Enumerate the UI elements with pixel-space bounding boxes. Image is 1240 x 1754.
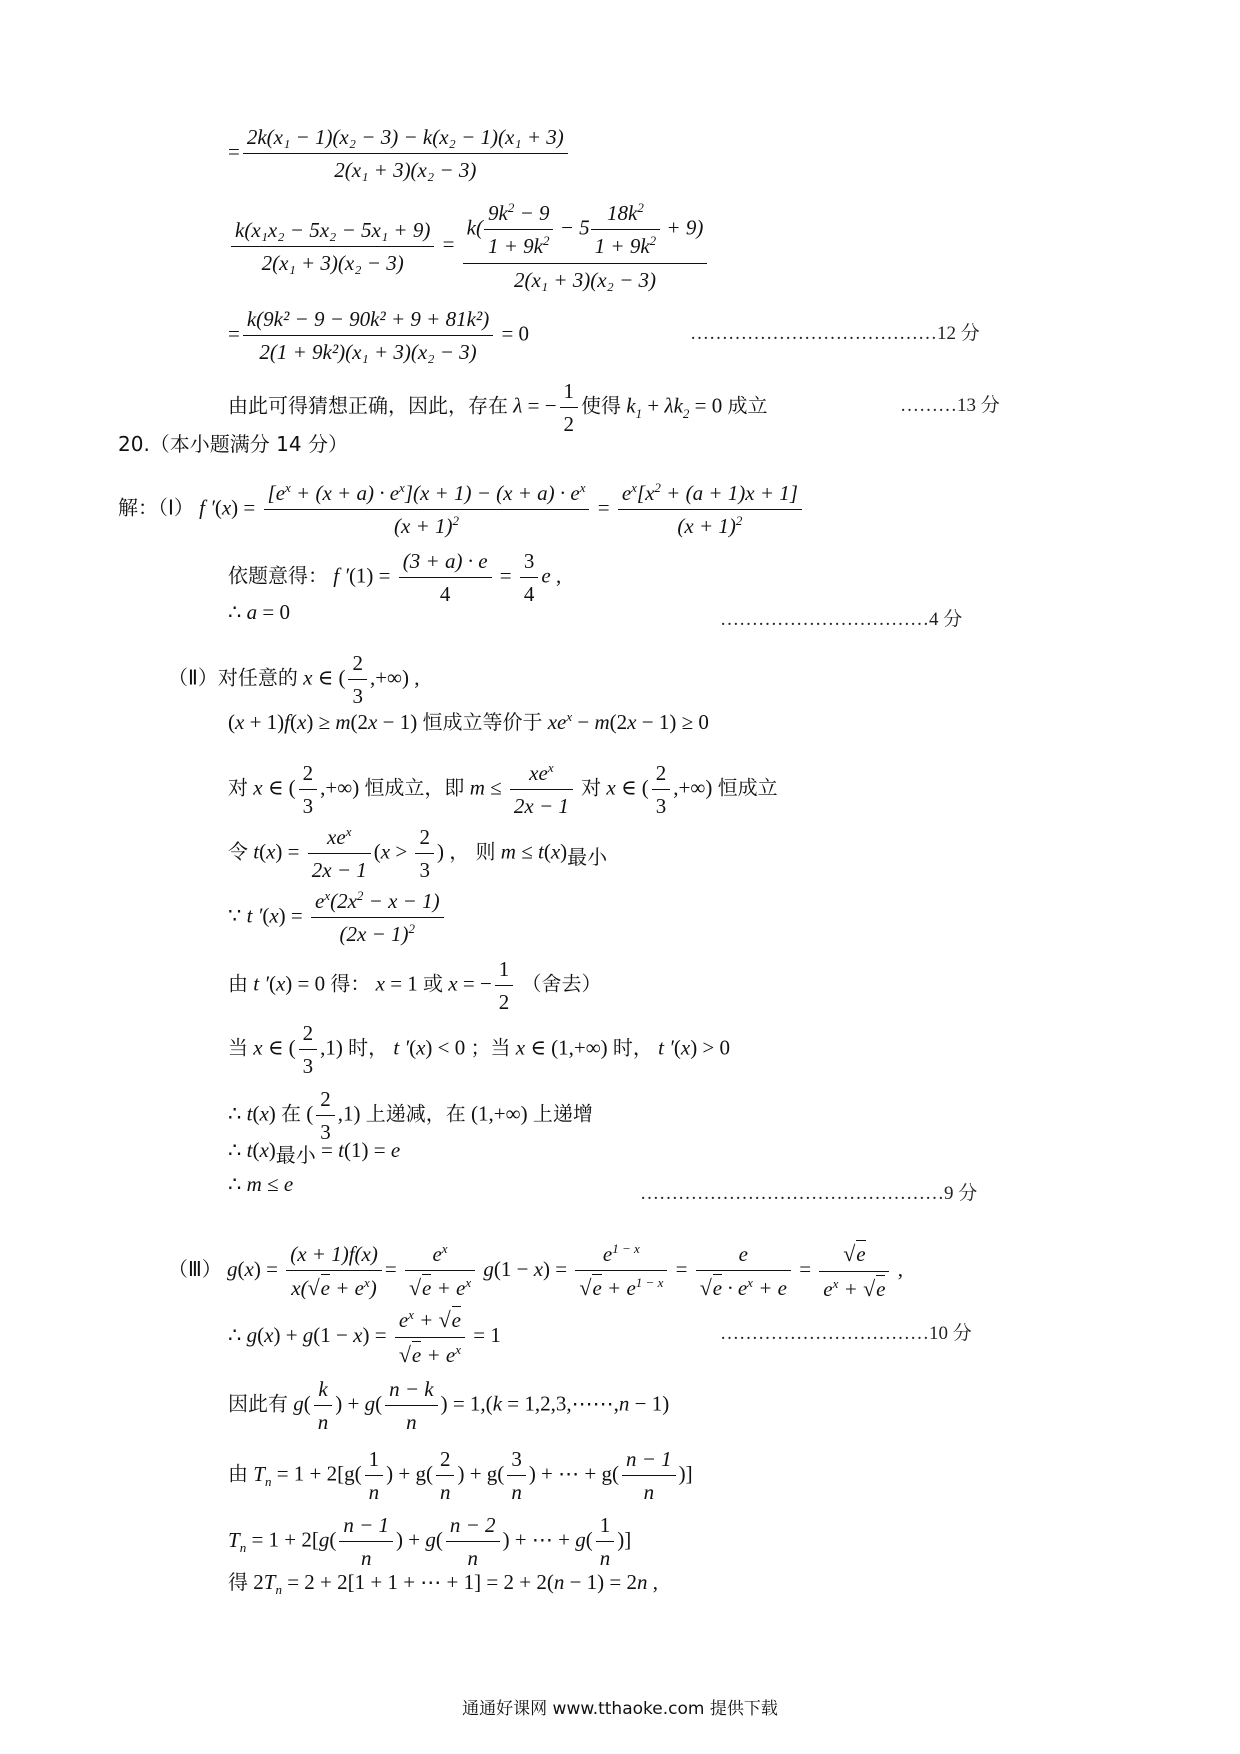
question-20-title: 20.（本小题满分 14 分）	[118, 432, 348, 456]
part-2-result: ∴ m ≤ e	[228, 1172, 294, 1196]
part-1-condition: 依题意得： f ′(1) = $\frac{(3 + a) \cdot e}{4}$ = $\frac{3}{4}$ e ,	[228, 549, 562, 607]
equiv-text: 恒成立等价于	[422, 710, 543, 734]
part-2-intro: （Ⅱ）对任意的 x ∈ ( $\frac{2}{3}$ ,+∞) ,	[168, 651, 420, 709]
score-4: ……………………………4 分	[720, 609, 963, 630]
part-1-result: ∴ a = 0	[228, 600, 290, 624]
part-3-tn-forward: 由 $T_n = 1 + 2[g$( $\frac{1}{n}$ ) + g( $\frac{2}{n}$ ) + g( $\frac{3}{n}$ ) + ⋯ + g( $\frac{n - 1}{n}$ )]	[228, 1447, 693, 1505]
dijian-text: 上递减，在	[365, 1101, 466, 1126]
eq-line-3: = $\frac{\text{k(9k² − 9 − 90k² + 9 + 81k²)}}{\text{2(1 + 9k²)(x₁ + 3)(x₂ − 3)}}$ = 0	[228, 307, 530, 365]
dui-text-1: 对	[228, 775, 248, 800]
part-2-equivalence: (x + 1)f(x) ≥ m(2x − 1) 恒成立等价于 $xe^x - m(2x - 1) \ge 0$	[228, 709, 709, 734]
part-3-tn-reverse: $T_n = 1 + 2[g$( $\frac{n - 1}{n}$ ) + g( $\frac{n - 2}{n}$ ) + ⋯ + g( $\frac{1}{n}$ )]	[228, 1513, 632, 1571]
part-2-critical-points: 由 t ′(x) = 0 得： x = 1 或 x = − $\frac{1}{2}$ （舍去）	[228, 957, 602, 1015]
eq-line-1: = $\frac{\text{2k(x₁ − 1)(x₂ − 3) − k(x₂ − 1)(x₁ + 3)}}{\text{2(x₁ + 3)(x₂ − 3)}}$	[228, 124, 571, 184]
eq2-left-num: k(x₁x₂ − 5x₂ − 5x₁ + 9)	[231, 217, 434, 247]
solution-label: 解：（Ⅰ）	[118, 495, 194, 520]
eq2-right-den: 2(x₁ + 3)(x₂ − 3)	[513, 267, 657, 292]
conclusion-text-c: 成立	[727, 393, 768, 418]
eq3-numerator: k(9k² − 9 − 90k² + 9 + 81k²)	[243, 306, 493, 336]
de-text-2: 得	[228, 1570, 248, 1594]
eq-line-2: $\frac{\text{k(x₁x₂ − 5x₂ − 5x₁ + 9)}}{\text{2(x₁ + 3)(x₂ − 3)}}$ = k( $\frac{9k^2 - 9}{1 + 9k^2}$ − 5 $\frac{18k^2}{1 + 9k^2}$ + 9) 2(x₁ + 3)(x₂ − 3)	[228, 200, 710, 293]
yiti-label: 依题意得：	[228, 563, 328, 588]
ze-text: ， 则	[449, 839, 496, 864]
part-2-label: （Ⅱ）对任意的	[168, 665, 298, 690]
min-subscript-2: 最小	[275, 1143, 316, 1168]
score-9: …………………………………………9 分	[640, 1183, 978, 1204]
eq1-numerator: 2k(x₁ − 1)(x₂ − 3) − k(x₂ − 1)(x₁ + 3)	[243, 124, 568, 154]
eq3-denominator: 2(1 + 9k²)(x₁ + 3)(x₂ − 3)	[259, 340, 477, 365]
part-3-g-definition: （Ⅲ） g(x) = $\frac{(x + 1)f(x)}{x(√e + e^x)}$ = $\frac{e^x}{√e + e^x}$ g(1 − x) = $\frac{e^{1 - x}}{√e + e^{1 - x}}$ = $\frac{e}{√e \cdot e^x + e}$ = $\frac{√e}{e^x + √e}$ ,	[168, 1240, 903, 1301]
score-12: …………………………………12 分	[690, 323, 980, 344]
zai-text: 在	[281, 1101, 302, 1126]
part-3-tn-sum: 得 $2T_n = 2 + 2[1 + 1$ + ⋯ + 1] = 2 + 2(n − 1) = 2n ,	[228, 1570, 659, 1598]
dang-text-1: 当	[228, 1035, 248, 1060]
you-text: 由	[228, 971, 248, 996]
conclusion-text-b: 使得	[581, 393, 622, 418]
dang-text-2: ；当	[470, 1035, 511, 1060]
part-3-pair-identity: 因此有 g( $\frac{k}{n}$ ) + g( $\frac{n - k}{n}$ ) = 1,(k = 1,2,3,⋯⋯,n − 1)	[228, 1377, 670, 1435]
ling-text: 令	[228, 839, 248, 864]
score-13: ………13 分	[900, 395, 1000, 416]
part-2-define-t: 令 t(x) = $\frac{xe^x}{2x - 1}$ (x > $\frac{2}{3}$ ) ， 则 $m \le t(x)_{最小}$	[228, 824, 608, 883]
de-text: 得：	[330, 971, 371, 996]
part-3-sum-identity: ∴ g(x) + g(1 − x) = $\frac{e^x + √e}{√e + e^x}$ = 1	[228, 1307, 501, 1367]
shequ-text: （舍去）	[521, 971, 602, 996]
part-2-inequality: 对 x ∈ ( $\frac{2}{3}$ ,+∞) 恒成立，即 m ≤ $\frac{xe^x}{2x - 1}$ 对 x ∈ ( $\frac{2}{3}$ ,+∞) 恒成立	[228, 760, 778, 819]
dizeng-text: 上递增	[532, 1101, 593, 1126]
huo-text: 或	[423, 971, 444, 996]
part-2-minimum: ∴ $t(x)_{最小} = t(1) = e$	[228, 1138, 401, 1168]
yinci-text: 因此有	[228, 1391, 288, 1416]
dui-text-2: 对	[581, 775, 602, 800]
heng-text-1: 恒成立，即	[364, 775, 465, 800]
part-2-sign-analysis: 当 x ∈ ( $\frac{2}{3}$ ,1) 时， t ′(x) < 0 ；当 x ∈ (1,+∞) 时， t ′(x) > 0	[228, 1021, 731, 1079]
eq-line-4: 由此可得猜想正确，因此，存在 λ = − $\frac{1}{2}$ 使得 $k_1 + \lambda k_2 = 0$ 成立	[228, 379, 768, 437]
min-subscript-1: 最小	[567, 844, 608, 869]
you-text-2: 由	[228, 1461, 248, 1486]
shi-text-2: 时，	[612, 1035, 653, 1060]
heng-text-2: 恒成立	[717, 775, 778, 800]
conclusion-text-a: 由此可得猜想正确，因此，存在	[228, 393, 508, 418]
part-2-t-derivative: ∵ t ′(x) = $\frac{e^x(2x^2 - x - 1)}{(2x - 1)^2}$	[228, 888, 447, 948]
shi-text-1: 时，	[348, 1035, 389, 1060]
part-3-label: （Ⅲ）	[168, 1256, 222, 1281]
eq2-right-num: k( $\frac{9k^2 - 9}{1 + 9k^2}$ − 5 $\frac{18k^2}{1 + 9k^2}$ + 9)	[463, 200, 708, 264]
part-1-derivative: 解：（Ⅰ） f ′(x) = $\frac{[e^x + (x + a) \cdot e^x](x + 1) - (x + a) \cdot e^x}{(x + 1)^2}$ = $\frac{e^x[x^2 + (a + 1)x + 1]}{(x + 1)^2}$	[118, 480, 805, 540]
part-2-monotonicity: ∴ t(x) 在 ( $\frac{2}{3}$ ,1) 上递减，在 (1,+∞) 上递增	[228, 1087, 593, 1145]
score-10: ……………………………10 分	[720, 1323, 972, 1344]
eq1-denominator: 2(x₁ + 3)(x₂ − 3)	[334, 158, 477, 183]
eq2-left-den: 2(x₁ + 3)(x₂ − 3)	[261, 250, 404, 275]
page-footer: 通通好课网 www.tthaoke.com 提供下载	[462, 1699, 778, 1719]
